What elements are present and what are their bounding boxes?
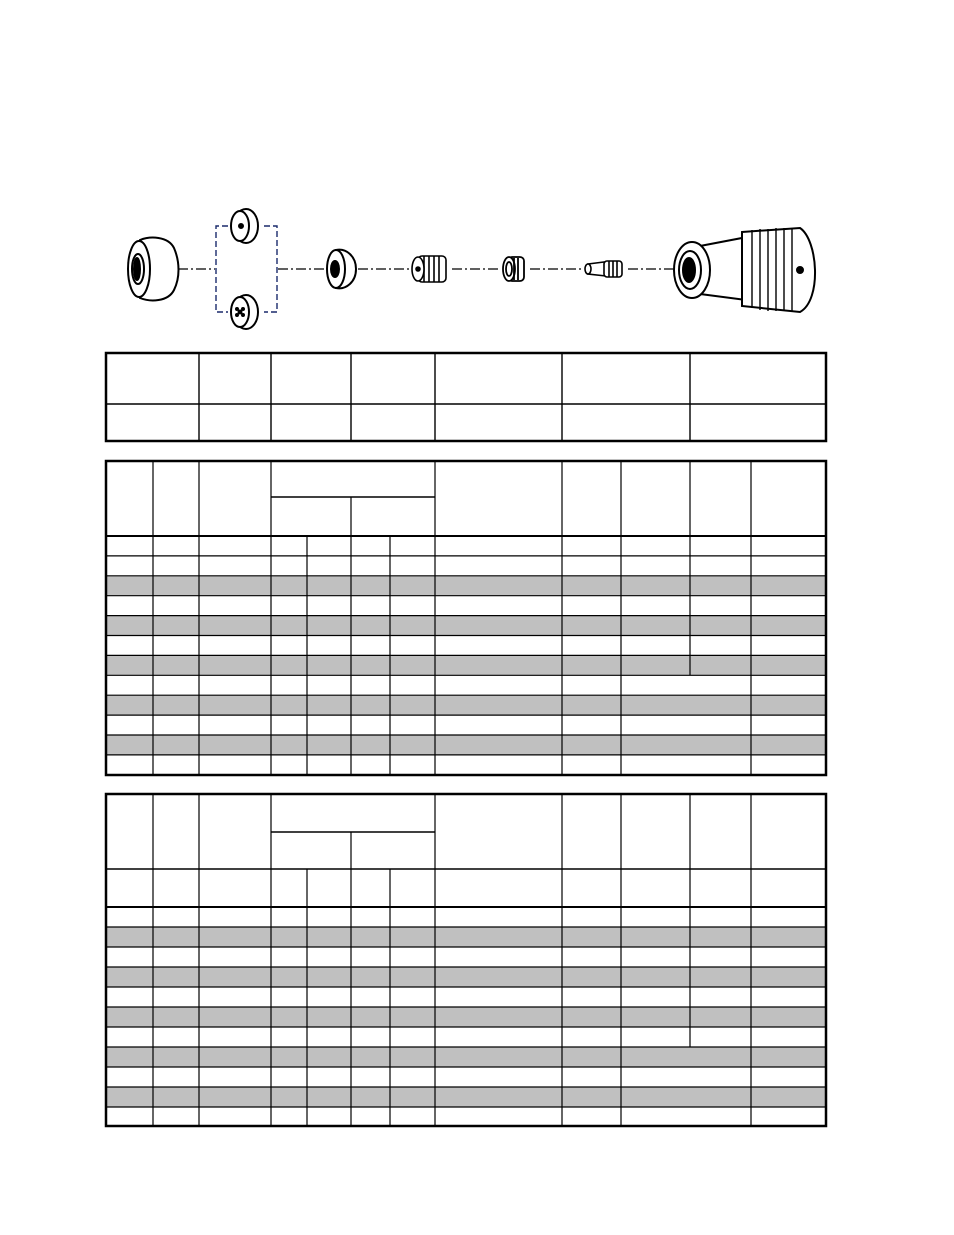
table-b-shaded-row [106, 1007, 826, 1027]
table-b-shaded-row [106, 967, 826, 987]
table-b-shaded-row [106, 927, 826, 947]
table-a-shaded-row [106, 735, 826, 755]
table-b-shaded-row [106, 1087, 826, 1107]
table-a-shaded-row [106, 616, 826, 636]
table-a-shaded-row [106, 695, 826, 715]
table-b-shaded-row [106, 1047, 826, 1067]
header-table-border [106, 353, 826, 441]
table-a-shaded-row [106, 655, 826, 675]
table-a-shaded-row [106, 576, 826, 596]
table-b-border [106, 794, 826, 1126]
